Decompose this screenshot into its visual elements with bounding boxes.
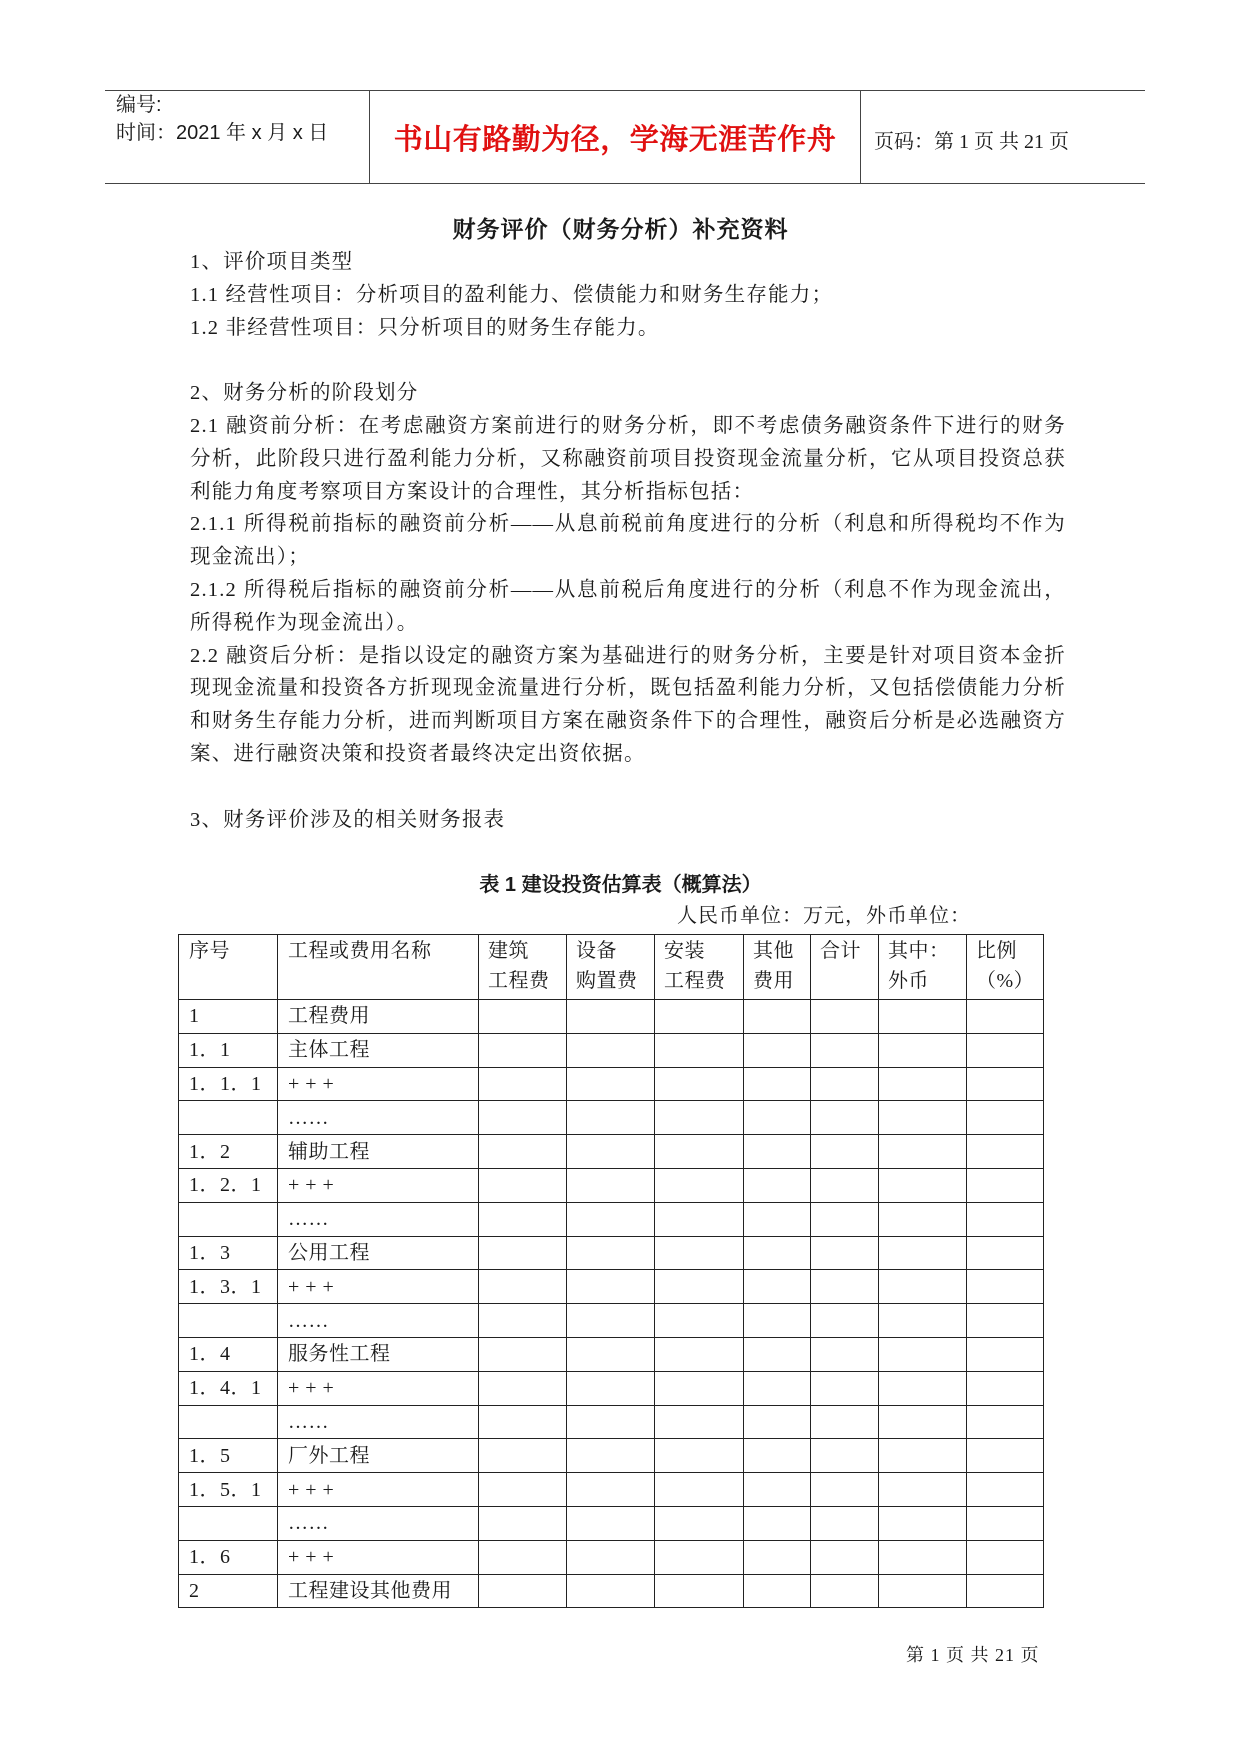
header-page-cell: [861, 91, 1145, 183]
cell-foreign-currency: [879, 1337, 967, 1371]
cell-building-cost: [479, 1540, 567, 1574]
table-row: [179, 1371, 1044, 1405]
cell-ratio: [967, 1337, 1044, 1371]
cell-equipment-cost: [567, 1270, 655, 1304]
table-row: [179, 1033, 1044, 1067]
cell-other-cost: [744, 1033, 811, 1067]
cell-ratio: [967, 1371, 1044, 1405]
cell-building-cost: [479, 1101, 567, 1135]
cell-total: [811, 1371, 879, 1405]
cell-item-name: + + +: [278, 1168, 479, 1202]
header-installation-cost: 安装 工程费: [655, 935, 744, 1000]
cell-item-name: ……: [278, 1405, 479, 1439]
cell-other-cost: [744, 1439, 811, 1473]
cell-installation-cost: [655, 1304, 744, 1338]
cell-no: 1．2．1: [179, 1168, 278, 1202]
blank-line: [190, 344, 1066, 377]
text-line: 分析，此阶段只进行盈利能力分析，又称融资前项目投资现金流量分析，它从项目投资总获: [190, 447, 1066, 470]
table-header-row: [179, 935, 1044, 1000]
cell-total: [811, 1337, 879, 1371]
header-no: 序号: [179, 935, 278, 1000]
cell-no: 1．4: [179, 1337, 278, 1371]
cell-installation-cost: [655, 1439, 744, 1473]
cell-equipment-cost: [567, 1101, 655, 1135]
cell-other-cost: [744, 1067, 811, 1101]
cell-other-cost: [744, 1337, 811, 1371]
cell-other-cost: [744, 1236, 811, 1270]
cell-total: [811, 1574, 879, 1608]
cell-other-cost: [744, 1101, 811, 1135]
page-info: 页码：第 1 页 共 21 页: [874, 130, 1069, 153]
cell-foreign-currency: [879, 1202, 967, 1236]
cell-foreign-currency: [879, 1270, 967, 1304]
cell-total: [811, 1067, 879, 1101]
cell-total: [811, 1304, 879, 1338]
cell-equipment-cost: [567, 1439, 655, 1473]
cell-ratio: [967, 1540, 1044, 1574]
cell-ratio: [967, 1033, 1044, 1067]
cell-equipment-cost: [567, 1135, 655, 1169]
header-other-cost: 其他 费用: [744, 935, 811, 1000]
cell-item-name: ……: [278, 1202, 479, 1236]
cell-item-name: 工程建设其他费用: [278, 1574, 479, 1608]
cell-equipment-cost: [567, 1067, 655, 1101]
cell-foreign-currency: [879, 1168, 967, 1202]
cell-foreign-currency: [879, 1033, 967, 1067]
cell-equipment-cost: [567, 1202, 655, 1236]
cell-no: 1．5: [179, 1439, 278, 1473]
document-time-label: 时间：2021 年 x 月 x 日: [116, 122, 329, 144]
page-header: [105, 90, 1145, 184]
cell-installation-cost: [655, 1371, 744, 1405]
text-line: 和财务生存能力分析，进而判断项目方案在融资条件下的合理性，融资后分析是必选融资方: [190, 710, 1066, 733]
cell-installation-cost: [655, 1405, 744, 1439]
cell-equipment-cost: [567, 1574, 655, 1608]
cell-item-name: 服务性工程: [278, 1337, 479, 1371]
cell-item-name: 公用工程: [278, 1236, 479, 1270]
cell-building-cost: [479, 1168, 567, 1202]
cell-item-name: ……: [278, 1304, 479, 1338]
cell-ratio: [967, 1506, 1044, 1540]
cell-total: [811, 1439, 879, 1473]
cell-no: [179, 1202, 278, 1236]
motto-text: 书山有路勤为径，学海无涯苦作舟: [393, 123, 837, 156]
cell-total: [811, 1236, 879, 1270]
cell-total: [811, 1506, 879, 1540]
cell-equipment-cost: [567, 1337, 655, 1371]
cell-item-name: + + +: [278, 1270, 479, 1304]
table-row: [179, 1168, 1044, 1202]
cell-building-cost: [479, 1067, 567, 1101]
cell-installation-cost: [655, 1135, 744, 1169]
cell-item-name: ……: [278, 1506, 479, 1540]
header-building-cost: 建筑 工程费: [479, 935, 567, 1000]
header-foreign-currency: 其中： 外币: [879, 935, 967, 1000]
cell-no: 1．1: [179, 1033, 278, 1067]
cell-equipment-cost: [567, 1168, 655, 1202]
cell-ratio: [967, 1067, 1044, 1101]
document-title: 财务评价（财务分析）补充资料: [452, 216, 789, 242]
cell-total: [811, 1270, 879, 1304]
cell-no: 1．1．1: [179, 1067, 278, 1101]
cell-foreign-currency: [879, 1439, 967, 1473]
table-row: [179, 1439, 1044, 1473]
cell-installation-cost: [655, 1270, 744, 1304]
text-line: 现现金流量和投资各方折现现金流量进行分析，既包括盈利能力分析，又包括偿债能力分析: [190, 677, 1066, 700]
table-row: [179, 1540, 1044, 1574]
table-row: [179, 1506, 1044, 1540]
cell-installation-cost: [655, 1337, 744, 1371]
table-unit-note: 人民币单位：万元，外币单位：: [677, 905, 971, 927]
cell-ratio: [967, 1405, 1044, 1439]
cell-item-name: 厂外工程: [278, 1439, 479, 1473]
cell-equipment-cost: [567, 1405, 655, 1439]
cell-installation-cost: [655, 1506, 744, 1540]
cell-equipment-cost: [567, 1473, 655, 1507]
cell-equipment-cost: [567, 1371, 655, 1405]
cell-ratio: [967, 1168, 1044, 1202]
cell-item-name: 辅助工程: [278, 1135, 479, 1169]
cell-no: 1: [179, 1000, 278, 1034]
cell-building-cost: [479, 1304, 567, 1338]
section-heading: 3、财务评价涉及的相关财务报表: [190, 808, 506, 831]
cell-building-cost: [479, 1033, 567, 1067]
cell-building-cost: [479, 1135, 567, 1169]
document-body: [190, 246, 1066, 836]
cell-installation-cost: [655, 1540, 744, 1574]
cell-ratio: [967, 1236, 1044, 1270]
cell-building-cost: [479, 1337, 567, 1371]
text-line: 所得税作为现金流出）。: [190, 611, 419, 634]
cell-other-cost: [744, 1000, 811, 1034]
cell-building-cost: [479, 1506, 567, 1540]
blank-line: [190, 771, 1066, 804]
table-row: [179, 1473, 1044, 1507]
cell-item-name: + + +: [278, 1473, 479, 1507]
cell-other-cost: [744, 1506, 811, 1540]
cell-installation-cost: [655, 1033, 744, 1067]
table-row: [179, 1270, 1044, 1304]
cell-equipment-cost: [567, 1000, 655, 1034]
table-row: [179, 1304, 1044, 1338]
cell-foreign-currency: [879, 1371, 967, 1405]
table-row: [179, 1202, 1044, 1236]
header-item-name: 工程或费用名称: [278, 935, 479, 1000]
table-body: [179, 1000, 1044, 1608]
table-row: [179, 1101, 1044, 1135]
cell-no: 1．5．1: [179, 1473, 278, 1507]
text-line: 1.2 非经营性项目：只分析项目的财务生存能力。: [190, 316, 660, 339]
cell-building-cost: [479, 1000, 567, 1034]
cell-ratio: [967, 1304, 1044, 1338]
cell-ratio: [967, 1101, 1044, 1135]
cell-item-name: ……: [278, 1101, 479, 1135]
cell-foreign-currency: [879, 1405, 967, 1439]
cell-no: 1．4．1: [179, 1371, 278, 1405]
cell-foreign-currency: [879, 1506, 967, 1540]
investment-estimate-table: [178, 934, 1044, 1608]
cell-item-name: 主体工程: [278, 1033, 479, 1067]
cell-installation-cost: [655, 1574, 744, 1608]
cell-total: [811, 1033, 879, 1067]
cell-installation-cost: [655, 1236, 744, 1270]
cell-foreign-currency: [879, 1067, 967, 1101]
table-row: [179, 1135, 1044, 1169]
cell-building-cost: [479, 1202, 567, 1236]
text-line: 现金流出）；: [190, 546, 310, 569]
cell-total: [811, 1000, 879, 1034]
document-number-label: 编号:: [116, 94, 162, 116]
header-ratio: 比例 （%）: [967, 935, 1044, 1000]
cell-other-cost: [744, 1270, 811, 1304]
cell-foreign-currency: [879, 1304, 967, 1338]
text-line: 2.1.2 所得税后指标的融资前分析——从息前税后角度进行的分析（利息不作为现金流出，: [190, 578, 1066, 601]
header-total: 合计: [811, 935, 879, 1000]
cell-foreign-currency: [879, 1236, 967, 1270]
cell-no: [179, 1304, 278, 1338]
cell-total: [811, 1202, 879, 1236]
cell-other-cost: [744, 1168, 811, 1202]
cell-installation-cost: [655, 1202, 744, 1236]
cell-building-cost: [479, 1405, 567, 1439]
cell-item-name: + + +: [278, 1540, 479, 1574]
cell-no: 1．3．1: [179, 1270, 278, 1304]
cell-ratio: [967, 1135, 1044, 1169]
cell-building-cost: [479, 1439, 567, 1473]
cell-no: 2: [179, 1574, 278, 1608]
cell-no: [179, 1405, 278, 1439]
cell-ratio: [967, 1202, 1044, 1236]
table-row: [179, 1067, 1044, 1101]
cell-total: [811, 1168, 879, 1202]
cell-building-cost: [479, 1371, 567, 1405]
cell-equipment-cost: [567, 1506, 655, 1540]
cell-ratio: [967, 1270, 1044, 1304]
cell-foreign-currency: [879, 1000, 967, 1034]
cell-equipment-cost: [567, 1304, 655, 1338]
text-line: 1.1 经营性项目：分析项目的盈利能力、偿债能力和财务生存能力；: [190, 283, 834, 306]
cell-foreign-currency: [879, 1473, 967, 1507]
table-row: [179, 1574, 1044, 1608]
cell-item-name: + + +: [278, 1067, 479, 1101]
text-line: 2.1.1 所得税前指标的融资前分析——从息前税前角度进行的分析（利息和所得税均不作为: [190, 513, 1066, 536]
cell-other-cost: [744, 1202, 811, 1236]
cell-building-cost: [479, 1270, 567, 1304]
cell-equipment-cost: [567, 1033, 655, 1067]
cell-other-cost: [744, 1304, 811, 1338]
cell-equipment-cost: [567, 1236, 655, 1270]
cell-other-cost: [744, 1473, 811, 1507]
cell-no: 1．3: [179, 1236, 278, 1270]
cell-total: [811, 1540, 879, 1574]
table-row: [179, 1000, 1044, 1034]
section-heading: 1、评价项目类型: [190, 251, 354, 273]
cell-other-cost: [744, 1405, 811, 1439]
cell-ratio: [967, 1574, 1044, 1608]
text-line: 案、进行融资决策和投资者最终决定出资依据。: [190, 742, 646, 765]
header-motto-cell: [370, 91, 861, 183]
cell-foreign-currency: [879, 1135, 967, 1169]
cell-installation-cost: [655, 1000, 744, 1034]
cell-building-cost: [479, 1236, 567, 1270]
cell-other-cost: [744, 1371, 811, 1405]
cell-installation-cost: [655, 1168, 744, 1202]
table-caption: 表 1 建设投资估算表（概算法）: [479, 874, 762, 896]
page-footer: 第 1 页 共 21 页: [906, 1645, 1040, 1665]
cell-foreign-currency: [879, 1574, 967, 1608]
cell-foreign-currency: [879, 1540, 967, 1574]
cell-no: [179, 1506, 278, 1540]
cell-no: 1．2: [179, 1135, 278, 1169]
cell-item-name: 工程费用: [278, 1000, 479, 1034]
cell-installation-cost: [655, 1473, 744, 1507]
cell-installation-cost: [655, 1067, 744, 1101]
cell-ratio: [967, 1000, 1044, 1034]
cell-other-cost: [744, 1574, 811, 1608]
cell-equipment-cost: [567, 1540, 655, 1574]
cell-ratio: [967, 1473, 1044, 1507]
header-info-cell: [105, 91, 370, 183]
cell-installation-cost: [655, 1101, 744, 1135]
table-row: [179, 1236, 1044, 1270]
cell-building-cost: [479, 1473, 567, 1507]
section-heading: 2、财务分析的阶段划分: [190, 382, 419, 405]
cell-foreign-currency: [879, 1101, 967, 1135]
cell-total: [811, 1405, 879, 1439]
text-line: 利能力角度考察项目方案设计的合理性，其分析指标包括：: [190, 480, 755, 503]
table-row: [179, 1405, 1044, 1439]
cell-other-cost: [744, 1540, 811, 1574]
cell-building-cost: [479, 1574, 567, 1608]
text-line: 2.1 融资前分析：在考虑融资方案前进行的财务分析，即不考虑债务融资条件下进行的财务: [190, 414, 1066, 437]
cell-other-cost: [744, 1135, 811, 1169]
table-row: [179, 1337, 1044, 1371]
cell-total: [811, 1101, 879, 1135]
cell-item-name: + + +: [278, 1371, 479, 1405]
cell-no: 1．6: [179, 1540, 278, 1574]
cell-total: [811, 1473, 879, 1507]
cell-no: [179, 1101, 278, 1135]
text-line: 2.2 融资后分析：是指以设定的融资方案为基础进行的财务分析，主要是针对项目资本金折: [190, 644, 1066, 667]
cell-total: [811, 1135, 879, 1169]
cell-ratio: [967, 1439, 1044, 1473]
header-equipment-cost: 设备 购置费: [567, 935, 655, 1000]
